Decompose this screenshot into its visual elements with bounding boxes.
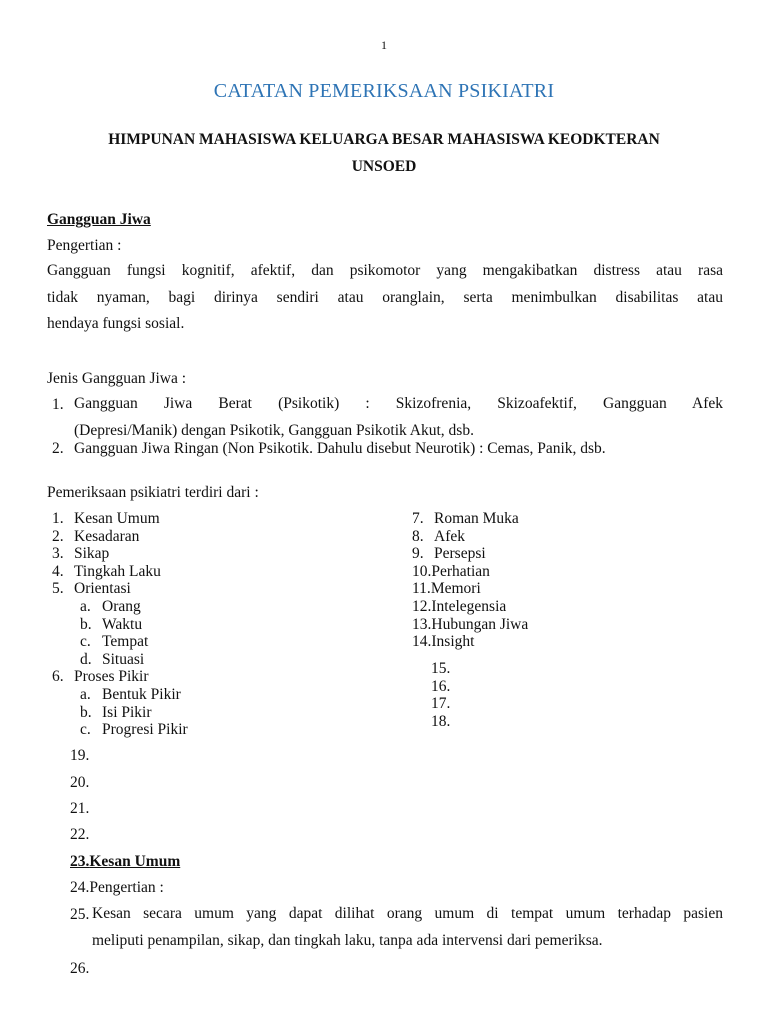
- list-item: 11.Memori: [412, 580, 481, 598]
- list-subitem: c. Tempat: [80, 633, 149, 651]
- empty-list-item: 19.: [70, 747, 90, 764]
- definition-line-3: hendaya fungsi sosial.: [47, 315, 185, 332]
- jenis-item-2-number: 2.: [52, 440, 64, 457]
- document-title: CATATAN PEMERIKSAAN PSIKIATRI: [213, 80, 555, 102]
- jenis-item-2-text: Gangguan Jiwa Ringan (Non Psikotik. Dahulu disebut Neurotik) : Cemas, Panik, dsb.: [74, 440, 606, 457]
- empty-list-item: 16.: [431, 677, 451, 695]
- definition-line-1: Gangguan fungsi kognitif, afektif, dan psikomotor yang mengakibatkan distress atau rasa: [47, 262, 723, 279]
- kesan-umum-line-2: meliputi penampilan, sikap, dan tingkah laku, tanpa ada intervensi dari pemeriksa.: [92, 932, 603, 949]
- list-item: 9. Persepsi: [412, 545, 486, 563]
- list-subitem: a. Bentuk Pikir: [80, 686, 181, 703]
- list-item: 10.Perhatian: [412, 562, 490, 580]
- list-subitem: b. Waktu: [80, 615, 143, 633]
- list-item: 2. Kesadaran: [52, 527, 140, 545]
- jenis-item-1-line-1: Gangguan Jiwa Berat (Psikotik) : Skizofrenia, Skizoafektif, Gangguan Afek: [74, 395, 723, 412]
- jenis-label: Jenis Gangguan Jiwa :: [47, 370, 187, 387]
- empty-list-item: 21.: [70, 800, 90, 817]
- kesan-umum-line-1: Kesan secara umum yang dapat dilihat orang umum di tempat umum terhadap pasien: [92, 905, 723, 922]
- list-item: 13.Hubungan Jiwa: [412, 615, 529, 633]
- page-number: 1: [381, 38, 387, 52]
- section-heading-gangguan-jiwa: Gangguan Jiwa: [47, 211, 151, 228]
- list-item: 8. Afek: [412, 527, 465, 545]
- subtitle-line-1: HIMPUNAN MAHASISWA KELUARGA BESAR MAHASISWA KEODKTERAN: [108, 131, 660, 148]
- empty-list-item: 26.: [70, 960, 90, 977]
- subtitle-line-2: UNSOED: [351, 158, 417, 175]
- list-item: 24.Pengertian :: [70, 879, 164, 896]
- jenis-item-1-number: 1.: [52, 396, 64, 413]
- pemeriksaan-label: Pemeriksaan psikiatri terdiri dari :: [47, 484, 259, 501]
- definition-label: Pengertian :: [47, 237, 122, 254]
- list-item: 14.Insight: [412, 633, 475, 651]
- list-item: 1. Kesan Umum: [52, 510, 160, 527]
- list-subitem: d. Situasi: [80, 650, 145, 668]
- jenis-item-1-line-2: (Depresi/Manik) dengan Psikotik, Gangguan Psikotik Akut, dsb.: [74, 422, 474, 439]
- list-item: 3. Sikap: [52, 545, 110, 563]
- list-item: 4. Tingkah Laku: [52, 562, 161, 580]
- empty-list-item: 18.: [431, 712, 451, 730]
- list-item: 7. Roman Muka: [412, 510, 519, 527]
- empty-list-item: 15.: [431, 660, 451, 677]
- list-item: 5. Orientasi: [52, 580, 131, 598]
- list-item: 12.Intelegensia: [412, 598, 507, 615]
- empty-list-item: 22.: [70, 826, 90, 843]
- list-subitem: c. Progresi Pikir: [80, 721, 188, 739]
- empty-list-item: 20.: [70, 774, 90, 791]
- definition-line-2: tidak nyaman, bagi dirinya sendiri atau oranglain, serta menimbulkan disabilitas atau: [47, 289, 723, 306]
- list-item: 6. Proses Pikir: [52, 668, 149, 686]
- section-heading-kesan-umum: 23.Kesan Umum: [70, 853, 181, 870]
- list-item-number: 25.: [70, 906, 90, 923]
- empty-list-item: 17.: [431, 695, 451, 713]
- list-subitem: a. Orang: [80, 598, 141, 615]
- list-subitem: b. Isi Pikir: [80, 703, 152, 721]
